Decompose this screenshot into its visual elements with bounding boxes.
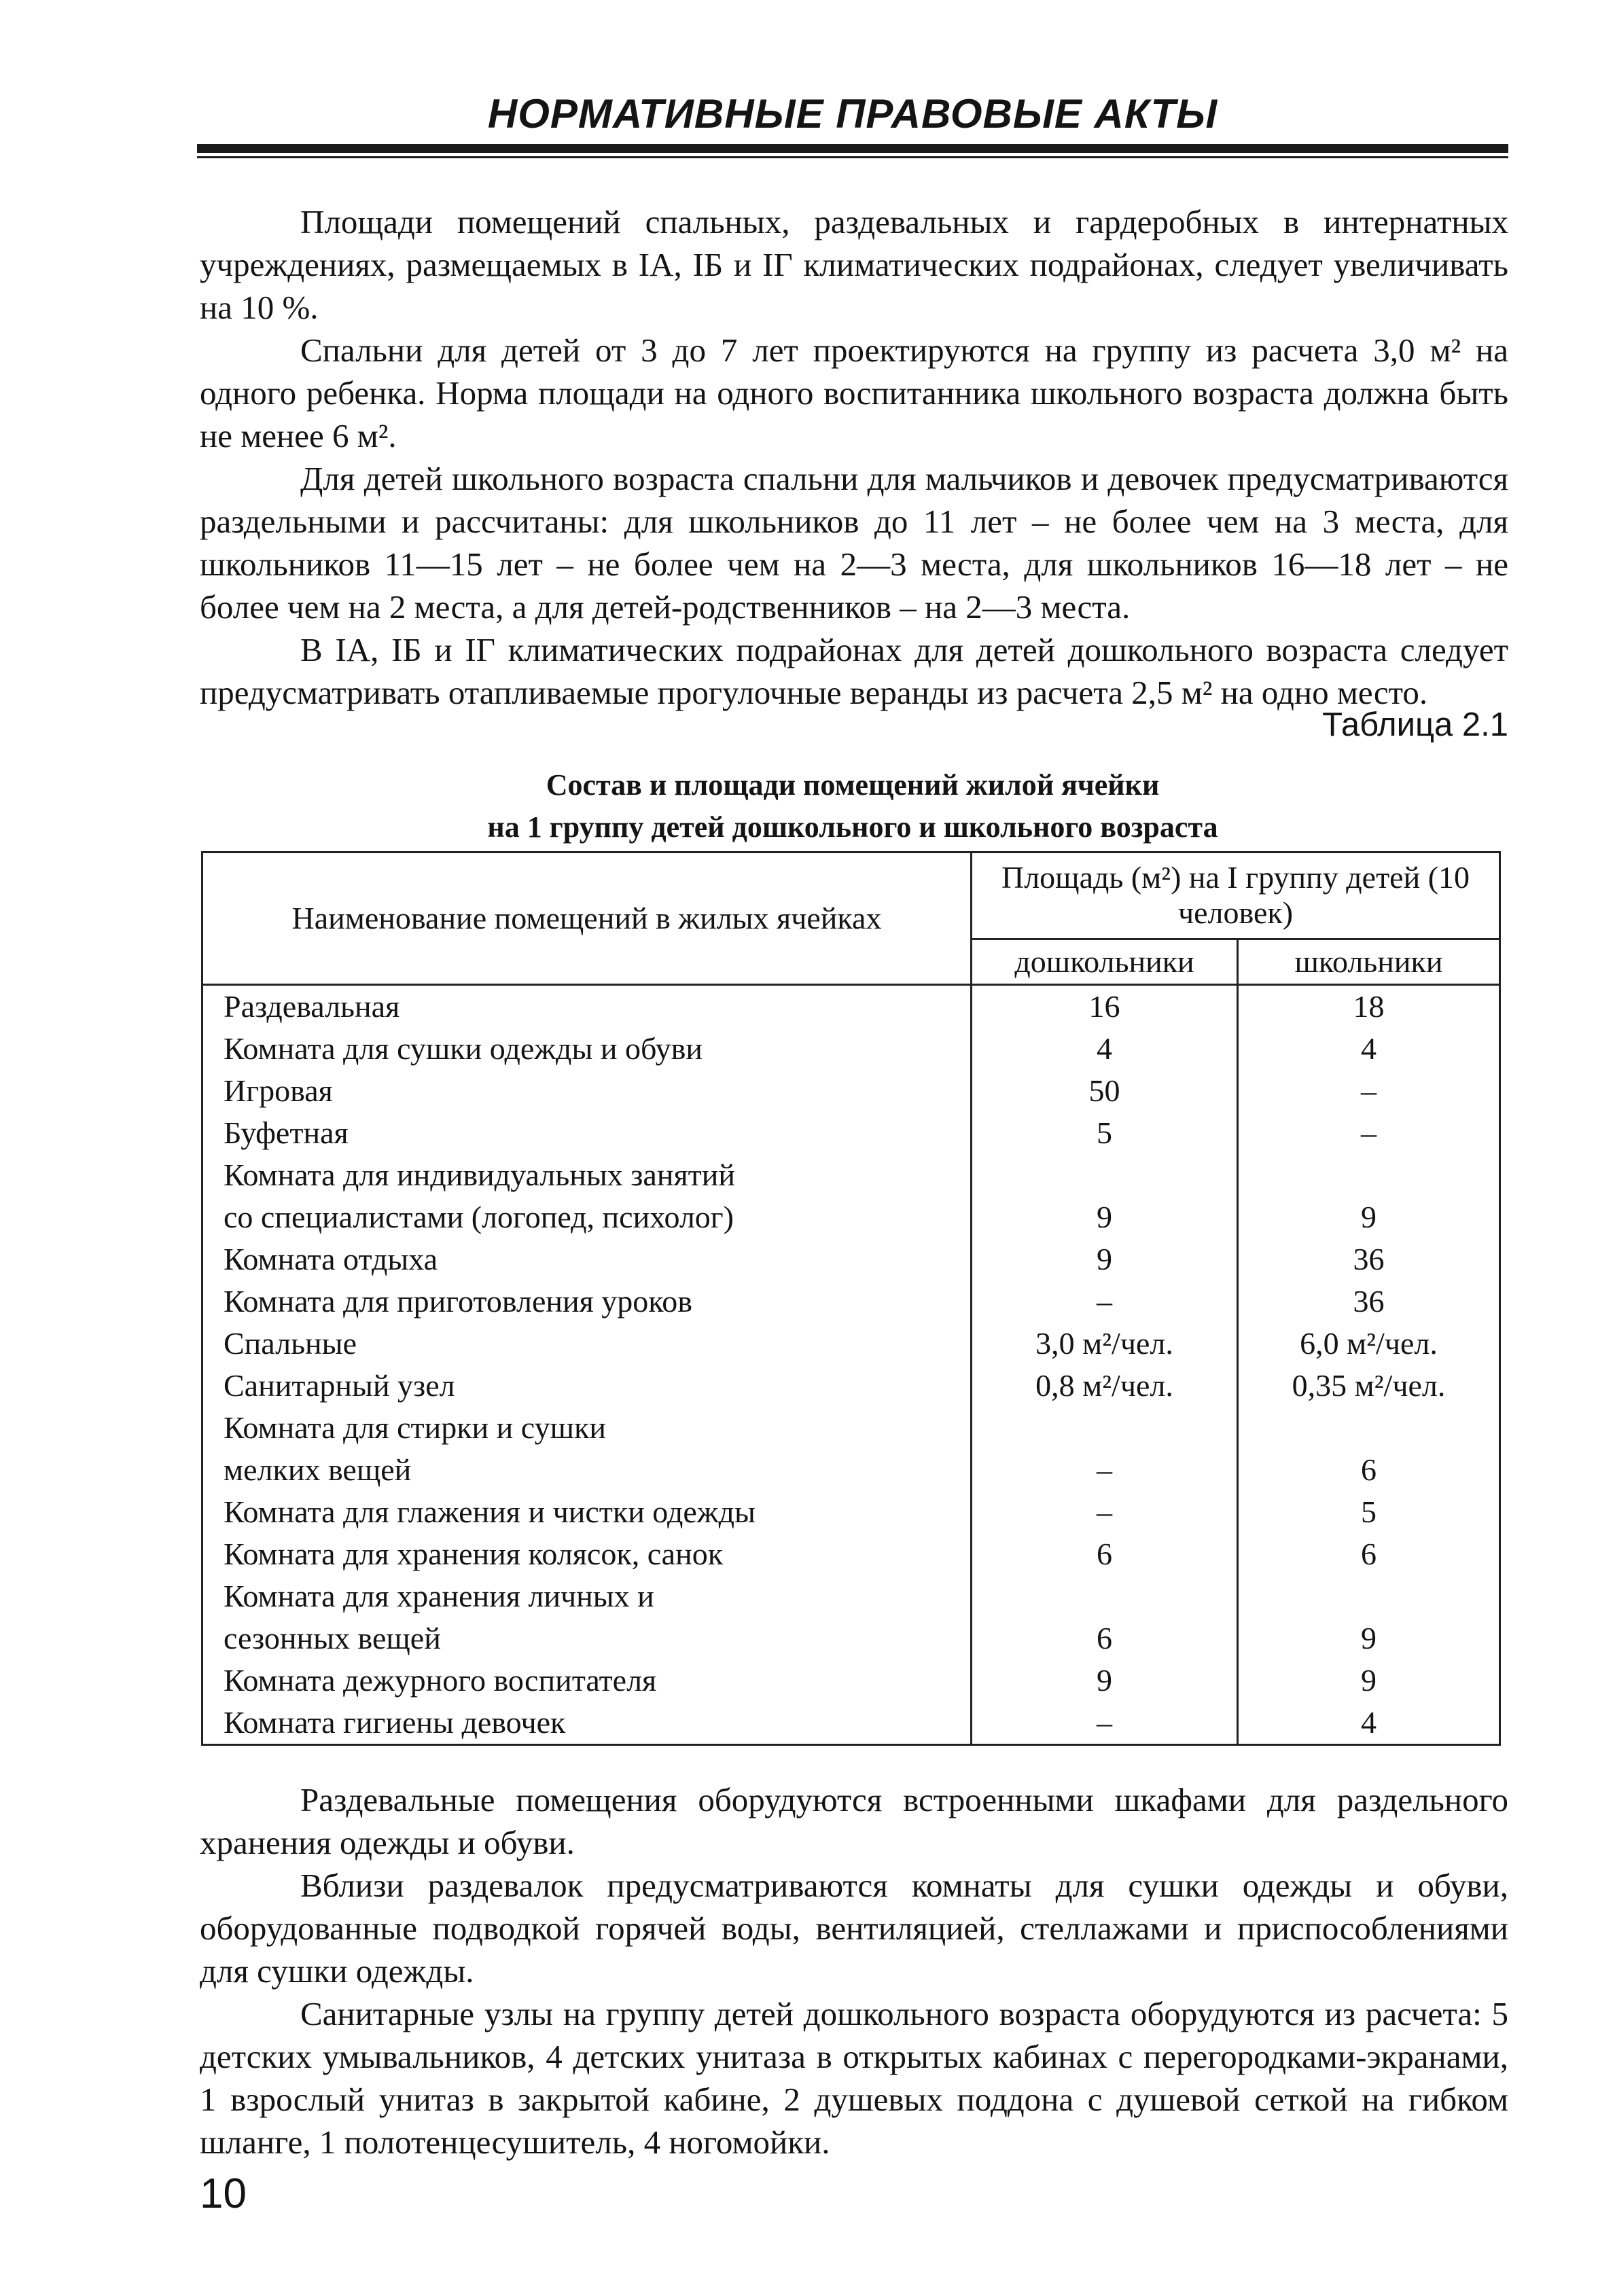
- column-header-area-group: Площадь (м²) на I группу детей (10 человек): [972, 853, 1500, 939]
- room-name-cell: Комната отдыха: [202, 1238, 972, 1280]
- table-row: [202, 1280, 1500, 1323]
- school-area-cell: –: [1238, 1112, 1500, 1154]
- paragraph: Санитарные узлы на группу детей дошкольного возраста оборудуются из расчета: 5 детских умывальников, 4 детских унитаза в открытых кабинах с перегородками-экранами, 1 взрослый унитаз в закрытой кабине, 2 душевых поддона с душевой сеткой на гибком шланге, 1 полотенцесушитель, 4 ногомойки.: [200, 1995, 1508, 2161]
- room-name-cell: Санитарный узел: [202, 1365, 972, 1407]
- preschool-area-cell: 50: [972, 1070, 1238, 1112]
- table-row: [202, 1533, 1500, 1575]
- table-title: [197, 764, 1508, 848]
- school-area-cell: 6: [1238, 1449, 1500, 1491]
- table-row: [202, 1196, 1500, 1238]
- paragraph: Раздевальные помещения оборудуются встроенными шкафами для раздельного хранения одежды и обуви.: [200, 1781, 1508, 1861]
- table-row: [202, 1449, 1500, 1491]
- table-row: [202, 1491, 1500, 1533]
- school-area-cell: –: [1238, 1070, 1500, 1112]
- preschool-area-cell: 9: [972, 1660, 1238, 1702]
- school-area-cell: 4: [1238, 1028, 1500, 1070]
- room-name-cell: Комната для хранения колясок, санок: [202, 1533, 972, 1575]
- table-row: [202, 1323, 1500, 1365]
- school-area-cell: 18: [1238, 985, 1500, 1028]
- room-name-cell: Комната гигиены девочек: [202, 1702, 972, 1745]
- preschool-area-cell: 6: [972, 1533, 1238, 1575]
- table-row: [202, 1112, 1500, 1154]
- room-name-cell: со специалистами (логопед, психолог): [202, 1196, 972, 1238]
- room-name-cell: Комната для глажения и чистки одежды: [202, 1491, 972, 1533]
- table-row: [202, 985, 1500, 1028]
- school-area-cell: 9: [1238, 1196, 1500, 1238]
- table-title-line: Состав и площади помещений жилой ячейки: [546, 768, 1160, 802]
- header-rule-thick: [197, 144, 1508, 153]
- table-row: [202, 1660, 1500, 1702]
- room-name-cell: Раздевальная: [202, 985, 972, 1028]
- preschool-area-cell: 9: [972, 1196, 1238, 1238]
- preschool-area-cell: 3,0 м²/чел.: [972, 1323, 1238, 1365]
- school-area-cell: 36: [1238, 1280, 1500, 1323]
- preschool-area-cell: 4: [972, 1028, 1238, 1070]
- table-row: [202, 1702, 1500, 1745]
- table-title-line: на 1 группу детей дошкольного и школьного возраста: [487, 810, 1218, 844]
- preschool-area-cell: [972, 1154, 1238, 1196]
- school-area-cell: 6: [1238, 1533, 1500, 1575]
- room-name-cell: Комната дежурного воспитателя: [202, 1660, 972, 1702]
- body-text-bottom: [200, 1778, 1508, 2164]
- column-header-room-name: Наименование помещений в жилых ячейках: [202, 853, 972, 985]
- preschool-area-cell: –: [972, 1449, 1238, 1491]
- room-name-cell: Комната для приготовления уроков: [202, 1280, 972, 1323]
- preschool-area-cell: –: [972, 1491, 1238, 1533]
- preschool-area-cell: [972, 1575, 1238, 1617]
- school-area-cell: 6,0 м²/чел.: [1238, 1323, 1500, 1365]
- body-text-top: [200, 200, 1508, 714]
- rooms-area-table: [201, 851, 1501, 1746]
- preschool-area-cell: 16: [972, 985, 1238, 1028]
- school-area-cell: 0,35 м²/чел.: [1238, 1365, 1500, 1407]
- preschool-area-cell: 5: [972, 1112, 1238, 1154]
- preschool-area-cell: –: [972, 1702, 1238, 1745]
- school-area-cell: 36: [1238, 1238, 1500, 1280]
- table-row: [202, 1028, 1500, 1070]
- column-header-school: школьники: [1238, 939, 1500, 984]
- column-header-preschool: дошкольники: [972, 939, 1238, 984]
- table-row: [202, 1617, 1500, 1660]
- paragraph: Спальни для детей от 3 до 7 лет проектируются на группу из расчета 3,0 м² на одного ребенка. Норма площади на одного воспитанника школьного возраста должна быть не менее 6 м².: [200, 331, 1508, 454]
- room-name-cell: сезонных вещей: [202, 1617, 972, 1660]
- running-header-title: НОРМАТИВНЫЕ ПРАВОВЫЕ АКТЫ: [487, 91, 1218, 137]
- paragraph: Площади помещений спальных, раздевальных и гардеробных в интернатных учреждениях, размещаемых в IA, IБ и IГ климатических подрайонах, следует увеличивать на 10 %.: [200, 203, 1508, 326]
- preschool-area-cell: [972, 1407, 1238, 1449]
- school-area-cell: 4: [1238, 1702, 1500, 1745]
- table-row: [202, 1238, 1500, 1280]
- school-area-cell: [1238, 1154, 1500, 1196]
- paragraph: Для детей школьного возраста спальни для мальчиков и девочек предусматриваются раздельными и рассчитаны: для школьников до 11 лет – не более чем на 3 места, для школьников 11—15 лет – не более чем на 2—3 места, для школьников 16—18 лет – не более чем на 2 места, а для детей-родственников – на 2—3 места.: [200, 460, 1508, 626]
- preschool-area-cell: 6: [972, 1617, 1238, 1660]
- room-name-cell: Комната для сушки одежды и обуви: [202, 1028, 972, 1070]
- page-number: 10: [200, 2170, 247, 2217]
- room-name-cell: Буфетная: [202, 1112, 972, 1154]
- header-rule-thin: [197, 156, 1508, 158]
- table-row: [202, 1407, 1500, 1449]
- table-row: [202, 1154, 1500, 1196]
- room-name-cell: мелких вещей: [202, 1449, 972, 1491]
- school-area-cell: 9: [1238, 1660, 1500, 1702]
- preschool-area-cell: –: [972, 1280, 1238, 1323]
- room-name-cell: Спальные: [202, 1323, 972, 1365]
- table-row: [202, 1575, 1500, 1617]
- room-name-cell: Игровая: [202, 1070, 972, 1112]
- school-area-cell: 5: [1238, 1491, 1500, 1533]
- table-number-label: Таблица 2.1: [1322, 706, 1508, 743]
- school-area-cell: [1238, 1407, 1500, 1449]
- table-row: [202, 1070, 1500, 1112]
- preschool-area-cell: 0,8 м²/чел.: [972, 1365, 1238, 1407]
- school-area-cell: 9: [1238, 1617, 1500, 1660]
- table-row: [202, 1365, 1500, 1407]
- school-area-cell: [1238, 1575, 1500, 1617]
- room-name-cell: Комната для хранения личных и: [202, 1575, 972, 1617]
- paragraph: В IA, IБ и IГ климатических подрайонах для детей дошкольного возраста следует предусматривать отапливаемые прогулочные веранды из расчета 2,5 м² на одно место.: [200, 631, 1508, 711]
- table-body: [202, 985, 1500, 1745]
- room-name-cell: Комната для стирки и сушки: [202, 1407, 972, 1449]
- paragraph: Вблизи раздевалок предусматриваются комнаты для сушки одежды и обуви, оборудованные подводкой горячей воды, вентиляцией, стеллажами и приспособлениями для сушки одежды.: [200, 1867, 1508, 1990]
- preschool-area-cell: 9: [972, 1238, 1238, 1280]
- room-name-cell: Комната для индивидуальных занятий: [202, 1154, 972, 1196]
